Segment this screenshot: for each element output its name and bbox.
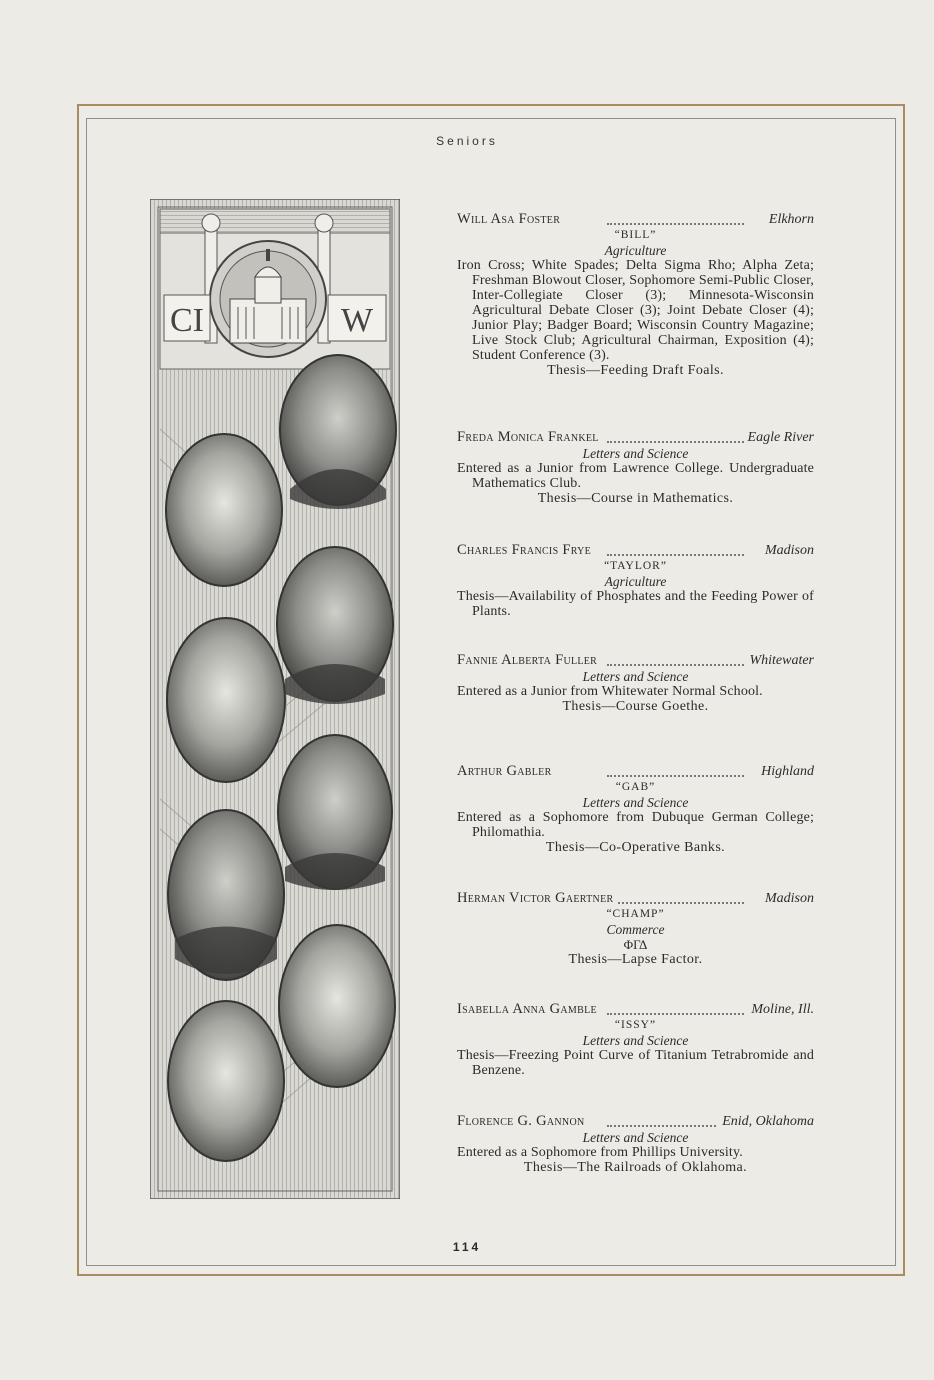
portrait-oval-1	[280, 355, 396, 509]
entry-description: Thesis—Freezing Point Curve of Titanium Tetrabromide and Benzene.	[457, 1048, 814, 1078]
entry-thesis: Thesis—Course Goethe.	[562, 699, 709, 714]
portrait-oval-7	[279, 925, 395, 1087]
portrait-oval-3	[277, 547, 393, 704]
entry-college: Agriculture	[604, 574, 667, 589]
entry-thesis: Thesis—Lapse Factor.	[568, 952, 703, 967]
entry-name: Herman Victor Gaertner	[457, 890, 617, 906]
entry-nickname: “CHAMP”	[606, 908, 665, 920]
entry-town: Whitewater	[745, 653, 814, 668]
entry-thesis: Thesis—Course in Mathematics.	[537, 491, 734, 506]
entry-name: Will Asa Foster	[457, 211, 564, 227]
entry-college: Letters and Science	[582, 1033, 689, 1048]
entry-town: Enid, Oklahoma	[718, 1114, 814, 1129]
entry-name: Florence G. Gannon	[457, 1113, 589, 1129]
portrait-panel-artwork	[150, 199, 400, 1199]
entry-college: Letters and Science	[582, 446, 689, 461]
entry-frye	[457, 543, 814, 619]
leader-dots	[607, 441, 744, 443]
entry-gamble	[457, 1002, 814, 1078]
entry-thesis: Thesis—Co-Operative Banks.	[545, 840, 726, 855]
entry-college: Commerce	[606, 922, 665, 937]
entry-frankel	[457, 430, 814, 506]
entry-town: Madison	[761, 543, 814, 558]
entry-name: Isabella Anna Gamble	[457, 1001, 601, 1017]
entry-nickname: “BILL”	[614, 229, 657, 241]
entry-fuller	[457, 653, 814, 714]
entry-name: Charles Francis Frye	[457, 542, 595, 558]
entry-name: Fannie Alberta Fuller	[457, 652, 601, 668]
portrait-oval-2	[166, 434, 282, 586]
leader-dots	[607, 902, 744, 904]
entry-nickname: “GAB”	[615, 781, 656, 793]
entry-fraternity: ΦΓΔ	[623, 937, 648, 952]
portrait-oval-6	[168, 810, 284, 980]
entry-thesis: Thesis—Feeding Draft Foals.	[547, 363, 724, 378]
crest-right-letter: W	[340, 302, 374, 339]
leader-dots	[607, 1013, 744, 1015]
page-header: Seniors	[436, 134, 498, 148]
entry-college: Letters and Science	[582, 1130, 689, 1145]
entry-town: Madison	[761, 891, 814, 906]
leader-dots	[607, 664, 744, 666]
portrait-oval-4	[167, 618, 285, 782]
entry-description: Entered as a Sophomore from Phillips University.	[457, 1145, 743, 1160]
leader-dots	[607, 554, 744, 556]
entry-town: Eagle River	[744, 430, 814, 445]
entry-description: Iron Cross; White Spades; Delta Sigma Rho; Alpha Zeta; Freshman Blowout Closer, Sophomore Semi-Public Closer, Inter-Collegiate Closer (3); Minnesota-Wisconsin Agricultural Debate Closer (3); Joint Debate Closer (4); Junior Play; Badger Board; Wisconsin Country Magazine; Live Stock Club; Agricultural Chairman, Exposition (4); Student Conference (3).	[457, 258, 814, 363]
entry-gabler	[457, 764, 814, 855]
entry-town: Elkhorn	[765, 212, 814, 227]
entry-gannon	[457, 1114, 814, 1175]
portrait-panel	[150, 199, 400, 1199]
page-number: 114	[452, 1240, 482, 1254]
entry-thesis: Thesis—The Railroads of Oklahoma.	[523, 1160, 748, 1175]
crest-left-letters: CI	[170, 302, 204, 339]
entry-name: Freda Monica Frankel	[457, 429, 603, 445]
entry-college: Letters and Science	[582, 795, 689, 810]
portrait-oval-8	[168, 1001, 284, 1161]
entry-name: Arthur Gabler	[457, 763, 556, 779]
entry-college: Letters and Science	[582, 669, 689, 684]
portrait-oval-5	[278, 735, 392, 890]
leader-dots	[607, 223, 744, 225]
entry-college: Agriculture	[604, 243, 667, 258]
entry-town: Moline, Ill.	[747, 1002, 814, 1017]
entry-description: Entered as a Junior from Lawrence College. Undergraduate Mathematics Club.	[457, 461, 814, 491]
leader-dots	[607, 775, 744, 777]
entry-foster	[457, 212, 814, 378]
entry-town: Highland	[757, 764, 814, 779]
entry-description: Entered as a Sophomore from Dubuque German College; Philomathia.	[457, 810, 814, 840]
entry-nickname: “ISSY”	[614, 1019, 657, 1031]
entry-description: Entered as a Junior from Whitewater Normal School.	[457, 684, 763, 699]
entry-nickname: “TAYLOR”	[604, 560, 667, 572]
entry-gaertner	[457, 891, 814, 967]
entry-description: Thesis—Availability of Phosphates and the Feeding Power of Plants.	[457, 589, 814, 619]
